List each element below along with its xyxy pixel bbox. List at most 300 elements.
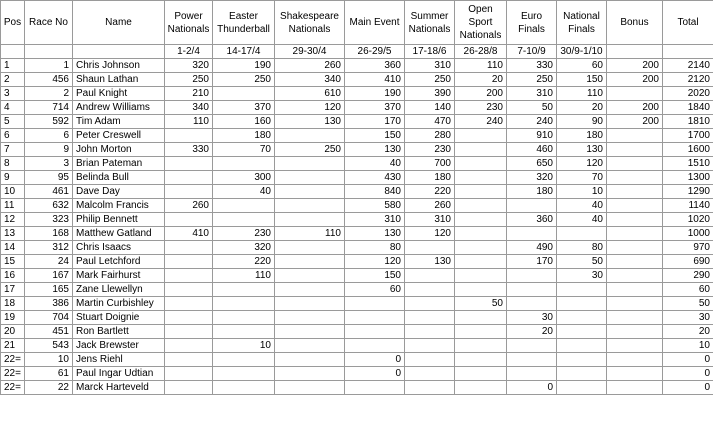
cell-open-sport-nationals [455,213,507,227]
cell-bonus [607,255,663,269]
dates-row [1,45,713,59]
col-header-main-event: Main Event [345,1,405,45]
cell-bonus [607,185,663,199]
col-header-shakespeare-nationals: Shakespeare Nationals [275,1,345,45]
cell-bonus [607,213,663,227]
cell-pos: 15 [1,255,25,269]
cell-shakespeare-nationals: 610 [275,87,345,101]
cell-total: 1300 [663,171,713,185]
cell-shakespeare-nationals [275,171,345,185]
cell-summer-nationals: 260 [405,199,455,213]
cell-pos: 19 [1,311,25,325]
cell-power-nationals [165,129,213,143]
cell-total: 0 [663,353,713,367]
cell-pos: 20 [1,325,25,339]
cell-euro-finals [507,297,557,311]
cell-easter-thunderball [213,157,275,171]
cell-summer-nationals: 310 [405,59,455,73]
cell-name: Stuart Doignie [73,311,165,325]
cell-shakespeare-nationals [275,283,345,297]
cell-main-event: 120 [345,255,405,269]
table-row [1,241,713,255]
cell-name: Paul Knight [73,87,165,101]
cell-main-event [345,339,405,353]
cell-open-sport-nationals [455,381,507,395]
cell-open-sport-nationals [455,269,507,283]
cell-name: Matthew Gatland [73,227,165,241]
cell-national-finals: 110 [557,87,607,101]
cell-power-nationals: 340 [165,101,213,115]
cell-name: Ron Bartlett [73,325,165,339]
cell-pos: 1 [1,59,25,73]
cell-power-nationals [165,283,213,297]
col-header-power-nationals: Power Nationals [165,1,213,45]
cell-name: Chris Johnson [73,59,165,73]
cell-power-nationals [165,325,213,339]
cell-summer-nationals: 230 [405,143,455,157]
cell-power-nationals: 110 [165,115,213,129]
cell-power-nationals [165,269,213,283]
cell-race-no: 323 [25,213,73,227]
cell-easter-thunderball: 320 [213,241,275,255]
table-row [1,227,713,241]
cell-easter-thunderball [213,87,275,101]
cell-euro-finals [507,269,557,283]
cell-pos: 17 [1,283,25,297]
cell-race-no: 592 [25,115,73,129]
cell-national-finals: 120 [557,157,607,171]
cell-shakespeare-nationals [275,325,345,339]
cell-total: 2120 [663,73,713,87]
cell-power-nationals: 330 [165,143,213,157]
cell-race-no: 9 [25,143,73,157]
cell-total: 1510 [663,157,713,171]
cell-bonus [607,143,663,157]
cell-race-no: 451 [25,325,73,339]
cell-power-nationals: 210 [165,87,213,101]
cell-easter-thunderball [213,381,275,395]
standings-body [1,59,713,395]
cell-national-finals: 30 [557,269,607,283]
cell-easter-thunderball: 220 [213,255,275,269]
col-header-race-no: Race No [25,1,73,45]
cell-race-no: 10 [25,353,73,367]
cell-national-finals [557,311,607,325]
cell-race-no: 461 [25,185,73,199]
cell-pos: 2 [1,73,25,87]
cell-bonus [607,381,663,395]
cell-national-finals: 90 [557,115,607,129]
cell-open-sport-nationals: 110 [455,59,507,73]
table-row [1,255,713,269]
cell-total: 1140 [663,199,713,213]
cell-name: Dave Day [73,185,165,199]
cell-bonus [607,171,663,185]
cell-shakespeare-nationals [275,339,345,353]
cell-open-sport-nationals [455,157,507,171]
cell-open-sport-nationals [455,255,507,269]
cell-name: Paul Ingar Udtian [73,367,165,381]
cell-euro-finals: 490 [507,241,557,255]
cell-shakespeare-nationals [275,269,345,283]
cell-power-nationals [165,311,213,325]
cell-power-nationals [165,367,213,381]
table-row [1,157,713,171]
cell-pos: 7 [1,143,25,157]
cell-euro-finals: 180 [507,185,557,199]
date-cell-empty [663,45,713,59]
cell-name: Marck Harteveld [73,381,165,395]
cell-summer-nationals [405,367,455,381]
cell-power-nationals [165,353,213,367]
cell-power-nationals [165,339,213,353]
cell-bonus: 200 [607,101,663,115]
table-row [1,199,713,213]
cell-easter-thunderball [213,283,275,297]
date-cell-empty [1,45,25,59]
cell-main-event: 430 [345,171,405,185]
date-national-finals: 30/9-1/10 [557,45,607,59]
cell-summer-nationals: 180 [405,171,455,185]
cell-easter-thunderball: 160 [213,115,275,129]
cell-total: 0 [663,367,713,381]
cell-summer-nationals [405,325,455,339]
cell-shakespeare-nationals [275,255,345,269]
cell-easter-thunderball [213,367,275,381]
cell-euro-finals: 20 [507,325,557,339]
cell-pos: 16 [1,269,25,283]
cell-bonus [607,199,663,213]
table-row [1,311,713,325]
cell-total: 50 [663,297,713,311]
cell-open-sport-nationals [455,241,507,255]
cell-easter-thunderball: 370 [213,101,275,115]
cell-main-event: 130 [345,143,405,157]
cell-shakespeare-nationals [275,199,345,213]
cell-summer-nationals: 700 [405,157,455,171]
cell-euro-finals: 30 [507,311,557,325]
cell-main-event: 190 [345,87,405,101]
col-header-national-finals: National Finals [557,1,607,45]
cell-power-nationals [165,185,213,199]
cell-euro-finals: 360 [507,213,557,227]
cell-summer-nationals: 390 [405,87,455,101]
cell-main-event: 40 [345,157,405,171]
cell-easter-thunderball: 230 [213,227,275,241]
cell-shakespeare-nationals: 120 [275,101,345,115]
cell-easter-thunderball [213,297,275,311]
cell-power-nationals [165,171,213,185]
cell-race-no: 704 [25,311,73,325]
cell-summer-nationals: 250 [405,73,455,87]
cell-euro-finals: 310 [507,87,557,101]
cell-national-finals: 40 [557,213,607,227]
cell-name: Zane Llewellyn [73,283,165,297]
cell-race-no: 386 [25,297,73,311]
cell-total: 290 [663,269,713,283]
cell-pos: 4 [1,101,25,115]
date-cell-empty [73,45,165,59]
cell-easter-thunderball [213,353,275,367]
cell-national-finals [557,227,607,241]
cell-main-event: 170 [345,115,405,129]
cell-main-event: 410 [345,73,405,87]
cell-national-finals: 60 [557,59,607,73]
cell-shakespeare-nationals: 340 [275,73,345,87]
table-row [1,129,713,143]
cell-bonus [607,269,663,283]
cell-bonus [607,227,663,241]
cell-race-no: 6 [25,129,73,143]
cell-euro-finals: 240 [507,115,557,129]
cell-main-event: 360 [345,59,405,73]
cell-open-sport-nationals [455,325,507,339]
cell-national-finals: 70 [557,171,607,185]
col-header-euro-finals: Euro Finals [507,1,557,45]
table-row [1,101,713,115]
cell-open-sport-nationals: 20 [455,73,507,87]
cell-total: 30 [663,311,713,325]
cell-main-event [345,381,405,395]
cell-easter-thunderball: 10 [213,339,275,353]
cell-name: Peter Creswell [73,129,165,143]
table-row [1,269,713,283]
cell-open-sport-nationals [455,185,507,199]
cell-main-event: 0 [345,367,405,381]
cell-main-event [345,297,405,311]
cell-euro-finals [507,227,557,241]
cell-race-no: 312 [25,241,73,255]
cell-pos: 14 [1,241,25,255]
cell-summer-nationals: 280 [405,129,455,143]
cell-power-nationals [165,381,213,395]
table-row [1,381,713,395]
cell-national-finals: 50 [557,255,607,269]
cell-name: Paul Letchford [73,255,165,269]
cell-summer-nationals [405,381,455,395]
date-euro-finals: 7-10/9 [507,45,557,59]
cell-euro-finals: 910 [507,129,557,143]
cell-shakespeare-nationals: 110 [275,227,345,241]
cell-total: 1600 [663,143,713,157]
cell-main-event: 310 [345,213,405,227]
cell-euro-finals: 170 [507,255,557,269]
cell-national-finals: 150 [557,73,607,87]
cell-power-nationals [165,157,213,171]
cell-bonus [607,87,663,101]
cell-euro-finals: 250 [507,73,557,87]
col-header-total: Total [663,1,713,45]
cell-total: 2020 [663,87,713,101]
cell-national-finals: 10 [557,185,607,199]
cell-summer-nationals [405,311,455,325]
cell-power-nationals: 410 [165,227,213,241]
date-power-nationals: 1-2/4 [165,45,213,59]
cell-bonus [607,325,663,339]
cell-race-no: 61 [25,367,73,381]
cell-euro-finals [507,367,557,381]
cell-name: John Morton [73,143,165,157]
cell-total: 1810 [663,115,713,129]
cell-open-sport-nationals [455,199,507,213]
cell-summer-nationals: 310 [405,213,455,227]
cell-total: 20 [663,325,713,339]
cell-shakespeare-nationals [275,297,345,311]
cell-name: Malcolm Francis [73,199,165,213]
cell-bonus [607,157,663,171]
cell-open-sport-nationals [455,311,507,325]
cell-shakespeare-nationals [275,381,345,395]
col-header-easter-thunderball: Easter Thunderball [213,1,275,45]
cell-euro-finals: 330 [507,59,557,73]
cell-pos: 21 [1,339,25,353]
cell-shakespeare-nationals [275,157,345,171]
cell-power-nationals [165,241,213,255]
cell-open-sport-nationals: 240 [455,115,507,129]
cell-pos: 22= [1,353,25,367]
cell-race-no: 632 [25,199,73,213]
cell-bonus [607,129,663,143]
cell-bonus [607,311,663,325]
cell-open-sport-nationals [455,129,507,143]
cell-summer-nationals: 130 [405,255,455,269]
cell-name: Brian Pateman [73,157,165,171]
cell-race-no: 165 [25,283,73,297]
cell-summer-nationals: 140 [405,101,455,115]
cell-total: 2140 [663,59,713,73]
cell-shakespeare-nationals [275,213,345,227]
cell-euro-finals [507,199,557,213]
cell-pos: 10 [1,185,25,199]
cell-easter-thunderball: 180 [213,129,275,143]
cell-euro-finals: 50 [507,101,557,115]
cell-easter-thunderball: 110 [213,269,275,283]
cell-euro-finals: 650 [507,157,557,171]
cell-race-no: 24 [25,255,73,269]
cell-race-no: 543 [25,339,73,353]
cell-power-nationals [165,213,213,227]
cell-bonus [607,241,663,255]
table-row [1,59,713,73]
cell-pos: 22= [1,367,25,381]
cell-easter-thunderball: 250 [213,73,275,87]
cell-shakespeare-nationals [275,367,345,381]
cell-open-sport-nationals: 50 [455,297,507,311]
table-row [1,283,713,297]
cell-main-event: 150 [345,269,405,283]
cell-name: Belinda Bull [73,171,165,185]
cell-race-no: 2 [25,87,73,101]
cell-shakespeare-nationals [275,311,345,325]
cell-race-no: 167 [25,269,73,283]
cell-easter-thunderball: 70 [213,143,275,157]
cell-summer-nationals [405,283,455,297]
cell-open-sport-nationals: 230 [455,101,507,115]
cell-total: 1700 [663,129,713,143]
cell-pos: 6 [1,129,25,143]
cell-pos: 11 [1,199,25,213]
cell-race-no: 22 [25,381,73,395]
cell-bonus [607,353,663,367]
cell-main-event: 130 [345,227,405,241]
cell-race-no: 168 [25,227,73,241]
table-row [1,185,713,199]
cell-total: 690 [663,255,713,269]
cell-bonus [607,367,663,381]
cell-easter-thunderball: 40 [213,185,275,199]
cell-euro-finals: 0 [507,381,557,395]
cell-bonus [607,339,663,353]
cell-euro-finals [507,283,557,297]
cell-bonus: 200 [607,59,663,73]
cell-national-finals [557,297,607,311]
cell-power-nationals [165,297,213,311]
cell-main-event [345,311,405,325]
col-header-name: Name [73,1,165,45]
table-row [1,213,713,227]
cell-summer-nationals [405,339,455,353]
cell-main-event: 840 [345,185,405,199]
cell-pos: 9 [1,171,25,185]
cell-pos: 18 [1,297,25,311]
cell-total: 1020 [663,213,713,227]
cell-open-sport-nationals [455,283,507,297]
cell-main-event: 0 [345,353,405,367]
cell-national-finals [557,353,607,367]
cell-pos: 3 [1,87,25,101]
cell-main-event: 60 [345,283,405,297]
cell-pos: 22= [1,381,25,395]
cell-shakespeare-nationals [275,129,345,143]
cell-national-finals [557,381,607,395]
cell-open-sport-nationals [455,367,507,381]
cell-total: 0 [663,381,713,395]
cell-total: 60 [663,283,713,297]
cell-total: 970 [663,241,713,255]
cell-shakespeare-nationals [275,185,345,199]
cell-name: Jens Riehl [73,353,165,367]
cell-total: 1840 [663,101,713,115]
cell-summer-nationals: 470 [405,115,455,129]
cell-national-finals [557,339,607,353]
table-row [1,171,713,185]
cell-easter-thunderball [213,311,275,325]
table-row [1,325,713,339]
col-header-open-sport-nationals: Open Sport Nationals [455,1,507,45]
cell-open-sport-nationals [455,171,507,185]
cell-euro-finals: 460 [507,143,557,157]
cell-race-no: 95 [25,171,73,185]
cell-shakespeare-nationals: 260 [275,59,345,73]
cell-summer-nationals: 120 [405,227,455,241]
cell-name: Jack Brewster [73,339,165,353]
cell-race-no: 456 [25,73,73,87]
cell-race-no: 714 [25,101,73,115]
cell-pos: 12 [1,213,25,227]
table-row [1,297,713,311]
cell-name: Shaun Lathan [73,73,165,87]
cell-national-finals [557,325,607,339]
cell-euro-finals [507,353,557,367]
date-cell-empty [607,45,663,59]
cell-total: 10 [663,339,713,353]
cell-bonus: 200 [607,73,663,87]
table-row [1,87,713,101]
cell-name: Philip Bennett [73,213,165,227]
col-header-summer-nationals: Summer Nationals [405,1,455,45]
cell-pos: 13 [1,227,25,241]
cell-summer-nationals [405,297,455,311]
